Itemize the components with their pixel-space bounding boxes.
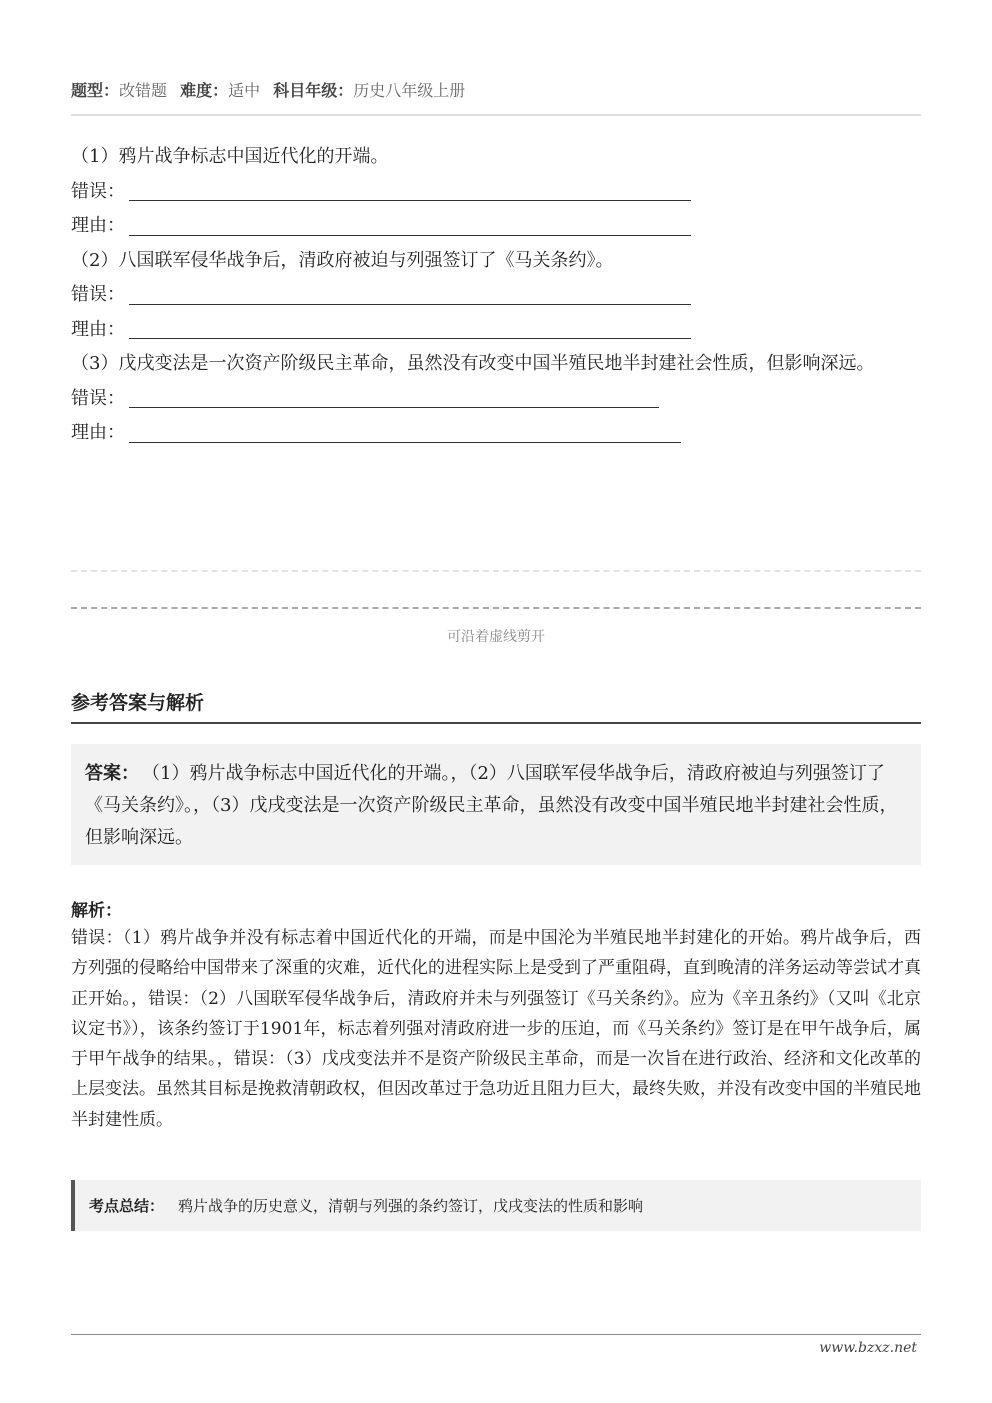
question-statement: （3）戊戌变法是一次资产阶级民主革命，虽然没有改变中国半殖民地半封建社会性质，但影响深远。 — [71, 353, 875, 374]
error-answer-blank[interactable] — [129, 304, 691, 305]
error-row — [71, 382, 921, 417]
error-label: 错误： — [71, 284, 125, 305]
question-meta — [71, 78, 921, 101]
reason-row — [71, 209, 921, 244]
reason-answer-blank[interactable] — [129, 338, 691, 339]
difficulty-value: 适中 — [228, 81, 261, 100]
error-label: 错误： — [71, 387, 125, 409]
answer-section-title: 参考答案与解析 — [71, 692, 205, 714]
question-statement: （1）鸦片战争标志中国近代化的开端。 — [71, 146, 389, 167]
subject-value: 历史八年级上册 — [353, 81, 466, 100]
error-label: 错误： — [71, 180, 125, 202]
summary-label: 考点总结： — [89, 1197, 165, 1215]
footer-divider — [71, 1334, 921, 1335]
answer-box — [71, 744, 921, 865]
type-value: 改错题 — [119, 81, 168, 100]
meta-divider — [71, 114, 921, 116]
dashed-divider-light — [71, 570, 921, 572]
analysis-label: 解析： — [71, 901, 122, 921]
reason-answer-blank[interactable] — [129, 235, 691, 236]
difficulty-label: 难度： — [180, 81, 229, 100]
error-row — [71, 278, 921, 313]
cut-line-hint: 可沿着虚线剪开 — [447, 629, 545, 645]
question-list — [71, 140, 921, 451]
answer-text: （1）鸦片战争标志中国近代化的开端。，（2）八国联军侵华战争后，清政府被迫与列强签订了《马关条约》。，（3）戊戌变法是一次资产阶级民主革命，虽然没有改变中国半殖民地半封建社会性质，但影响深远。 — [85, 763, 898, 848]
question-item-1 — [71, 140, 921, 244]
error-row — [71, 175, 921, 210]
summary-text: 鸦片战争的历史意义，清朝与列强的条约签订，戊戌变法的性质和影响 — [178, 1197, 644, 1215]
error-answer-blank[interactable] — [129, 407, 659, 408]
answer-label: 答案： — [85, 763, 139, 784]
error-answer-blank[interactable] — [129, 200, 691, 201]
type-label: 题型： — [71, 81, 120, 100]
reason-label: 理由： — [71, 215, 125, 236]
reason-row — [71, 313, 921, 348]
reason-label: 理由： — [71, 318, 125, 340]
subject-label: 科目年级： — [273, 81, 354, 100]
cut-line — [71, 607, 921, 609]
question-statement: （2）八国联军侵华战争后，清政府被迫与列强签订了《马关条约》。 — [71, 249, 614, 271]
reason-answer-blank[interactable] — [129, 442, 681, 443]
reason-label: 理由： — [71, 422, 125, 443]
question-item-3 — [71, 347, 921, 451]
key-points-summary — [71, 1180, 921, 1231]
footer-url: www.bzxz.net — [819, 1340, 917, 1356]
reason-row — [71, 416, 921, 451]
analysis-text: 错误：（1）鸦片战争并没有标志着中国近代化的开端，而是中国沦为半殖民地半封建化的开始。鸦片战争后，西方列强的侵略给中国带来了深重的灾难，近代化的进程实际上是受到了严重阻碍，直到晚清的洋务运动等尝试才真正开始。，错误：（2）八国联军侵华战争后，清政府并未与列强签订《马关条约》。应为《辛丑条约》（又叫《北京议定书》），该条约签订于1901年，标志着列强对清政府进一步的压迫，而《马关条约》签订是在甲午战争后，属于甲午战争的结果。，错误：（3）戊戌变法并不是资产阶级民主革命，而是一次旨在进行政治、经济和文化改革的上层变法。虽然其目标是挽救清朝政权，但因改革过于急功近且阻力巨大，最终失败，并没有改变中国的半殖民地半封建性质。 — [71, 928, 921, 1130]
answer-section-divider — [71, 722, 921, 724]
question-item-2 — [71, 244, 921, 348]
